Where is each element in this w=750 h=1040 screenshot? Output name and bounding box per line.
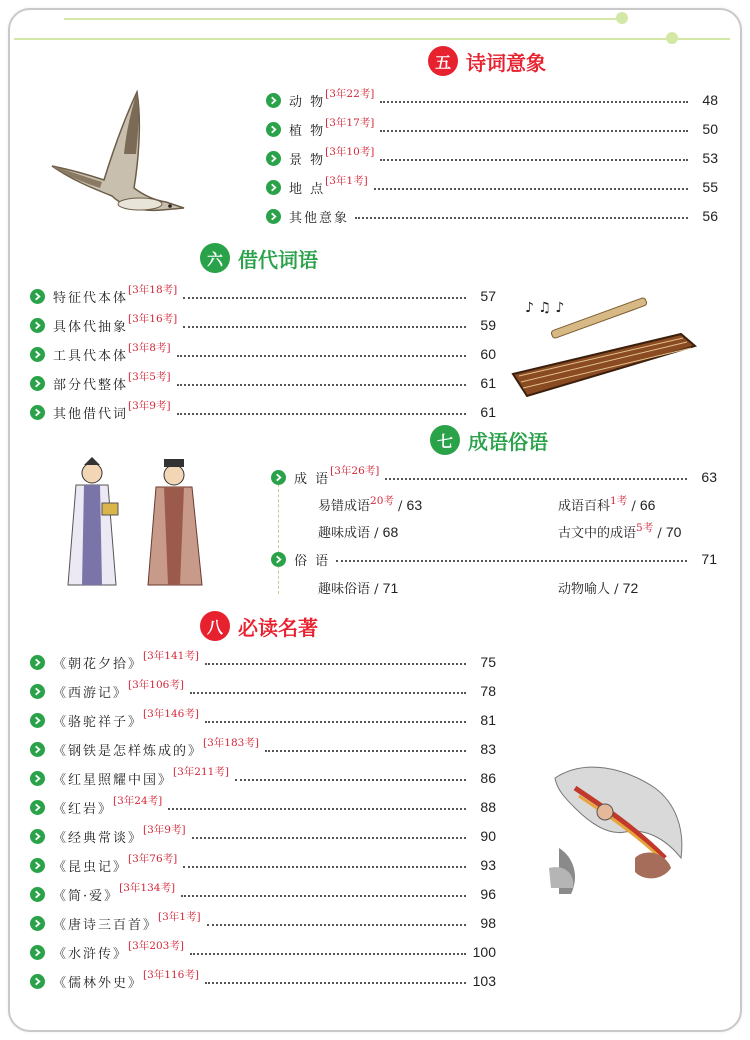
toc-entry-page: 83 [480, 741, 496, 757]
sub-item-guwen[interactable]: 古文中的成语$^{5考}$ / 70 [558, 522, 682, 541]
toc-entry-label: 《儒林外史》 [53, 975, 144, 991]
chevron-right-icon [30, 800, 45, 815]
toc-entry[interactable] [266, 176, 718, 198]
leader-dots [336, 560, 687, 562]
leader-dots [380, 159, 688, 161]
chevron-right-icon [266, 151, 281, 166]
chevron-right-icon [30, 684, 45, 699]
leader-dots [265, 750, 466, 752]
toc-entry-page: 98 [480, 915, 496, 931]
sub-item-quwei-suyu[interactable]: 趣味俗语 / 71 [318, 580, 399, 597]
toc-entry-tag: [3年203考] [128, 940, 184, 952]
toc-entry-tag: [3年76考] [128, 853, 178, 865]
chevron-right-icon [266, 180, 281, 195]
toc-entry-page: 90 [480, 828, 496, 844]
toc-entry[interactable] [30, 709, 496, 731]
toc-entry-tag: [3年211考] [173, 766, 229, 778]
toc-entry-page: 53 [702, 150, 718, 166]
sub-item-sup: 20考 [370, 495, 394, 507]
leader-dots [205, 663, 466, 665]
sub-item-baike[interactable]: 成语百科$^{1考}$ / 66 [558, 495, 656, 514]
chengyu-page: 63 [701, 469, 717, 485]
leader-dots [181, 895, 466, 897]
toc-entry-label: 其他意象 [289, 210, 350, 226]
top-deco-dot [616, 12, 628, 24]
toc-entry-page: 81 [480, 712, 496, 728]
toc-entry-label: 《朝花夕拾》 [53, 656, 144, 672]
toc-entry-tag: [3年8考] [128, 342, 171, 354]
toc-entry-label: 部分代整体 [53, 377, 129, 393]
sub-item-label: 古文中的成语 [558, 526, 637, 541]
chevron-right-icon [30, 347, 45, 362]
toc-entry-label: 植 物 [289, 123, 326, 139]
section-7-number: 七 [430, 425, 460, 455]
toc-entry[interactable] [266, 118, 718, 140]
toc-entry-page: 57 [480, 288, 496, 304]
toc-entry-tag: [3年106考] [128, 679, 184, 691]
toc-entry-page: 61 [480, 375, 496, 391]
section-8-number: 八 [200, 611, 230, 641]
sub-item-sup: 5考 [636, 522, 654, 534]
chevron-right-icon [30, 376, 45, 391]
chengyu-row[interactable] [271, 466, 717, 488]
chevron-right-icon [30, 945, 45, 960]
toc-entry-page: 93 [480, 857, 496, 873]
toc-entry[interactable] [30, 314, 496, 336]
sub-item-page: 70 [665, 524, 682, 540]
suyu-page: 71 [701, 551, 717, 567]
leader-dots [177, 384, 466, 386]
chevron-right-icon [30, 655, 45, 670]
sub-item-quwei-chengyu[interactable]: 趣味成语 / 68 [318, 524, 399, 541]
chevron-right-icon [30, 742, 45, 757]
sub-item-yicuo[interactable]: 易错成语$^{20考}$ / 63 [318, 495, 423, 514]
toc-entry-page: 59 [480, 317, 496, 333]
sub-item-label: 成语百科 [558, 499, 611, 514]
chevron-right-icon [30, 289, 45, 304]
section-5-heading: 诗词意象 [466, 50, 546, 75]
chengyu-tag: [3年26考] [330, 465, 380, 477]
toc-entry-label: 特征代本体 [53, 290, 129, 306]
toc-entry-label: 其他借代词 [53, 406, 129, 422]
toc-entry-page: 78 [480, 683, 496, 699]
leader-dots [380, 101, 688, 103]
toc-entry[interactable] [30, 343, 496, 365]
toc-entry-page: 55 [702, 179, 718, 195]
chevron-right-icon [271, 470, 286, 485]
toc-entry-tag: [3年5考] [128, 371, 171, 383]
toc-entry-page: 75 [480, 654, 496, 670]
toc-entry[interactable] [30, 970, 496, 992]
leader-dots [177, 355, 466, 357]
toc-entry-label: 《简·爱》 [53, 888, 120, 904]
goose-illustration [42, 84, 192, 224]
toc-entry-tag: [3年146考] [143, 708, 199, 720]
leader-dots [192, 837, 466, 839]
toc-entry-page: 60 [480, 346, 496, 362]
sub-item-label: 趣味成语 [318, 526, 371, 541]
chevron-right-icon [30, 916, 45, 931]
toc-entry-tag: [3年134考] [119, 882, 176, 894]
sub-item-sup: 1考 [610, 495, 628, 507]
toc-entry-page: 103 [472, 973, 496, 989]
section-5-number: 五 [428, 46, 458, 76]
leader-dots [183, 326, 466, 328]
toc-entry[interactable] [266, 89, 718, 111]
chevron-right-icon [30, 974, 45, 989]
toc-entry[interactable] [266, 205, 718, 227]
toc-entry-label: 《唐诗三百首》 [53, 917, 159, 933]
section-7-heading: 成语俗语 [468, 429, 548, 454]
toc-entry[interactable] [30, 372, 496, 394]
toc-entry-label: 《红岩》 [53, 801, 114, 817]
toc-entry[interactable] [30, 912, 496, 934]
section-7-guide-line [278, 484, 279, 594]
top-deco-line [64, 18, 624, 20]
toc-entry[interactable] [266, 147, 718, 169]
toc-entry-label: 地 点 [289, 181, 326, 197]
toc-entry-tag: [3年16考] [128, 313, 178, 325]
chevron-right-icon [30, 887, 45, 902]
toc-entry-tag: [3年1考] [325, 175, 368, 187]
toc-entry-page: 88 [480, 799, 496, 815]
chevron-right-icon [266, 209, 281, 224]
toc-entry[interactable] [30, 401, 496, 423]
toc-entry-tag: [3年10考] [325, 146, 375, 158]
chevron-right-icon [266, 122, 281, 137]
top-deco-line-2 [14, 38, 730, 40]
toc-entry-page: 96 [480, 886, 496, 902]
toc-entry[interactable] [30, 651, 496, 673]
toc-entry[interactable] [30, 941, 496, 963]
section-6-title [200, 243, 318, 273]
scholars-illustration [56, 455, 216, 595]
toc-entry-label: 《经典常谈》 [53, 830, 144, 846]
chevron-right-icon [30, 829, 45, 844]
section-8-title [200, 611, 318, 641]
suyu-row[interactable] [271, 548, 717, 570]
leader-dots [190, 692, 466, 694]
toc-entry-tag: [3年9考] [128, 400, 171, 412]
leader-dots [385, 478, 687, 480]
toc-entry-label: 具体代抽象 [53, 319, 129, 335]
toc-entry-tag: [3年9考] [143, 824, 186, 836]
section-5-title [428, 46, 546, 76]
sub-item-page: 63 [406, 497, 423, 513]
sub-item-dongwu[interactable]: 动物喻人 / 72 [558, 580, 639, 597]
chengyu-label: 成 语 [294, 471, 331, 487]
leader-dots [205, 721, 466, 723]
toc-entry-tag: [3年18考] [128, 284, 178, 296]
toc-entry[interactable] [30, 796, 496, 818]
svg-text:♪ ♫ ♪: ♪ ♫ ♪ [525, 300, 565, 316]
leader-dots [168, 808, 466, 810]
section-7-title [430, 425, 548, 455]
toc-entry-label: 《水浒传》 [53, 946, 129, 962]
toc-entry-label: 《红星照耀中国》 [53, 772, 174, 788]
section-6-heading: 借代词语 [238, 247, 318, 272]
toc-entry-page: 48 [702, 92, 718, 108]
toc-entry-page: 100 [472, 944, 496, 960]
chevron-right-icon [266, 93, 281, 108]
toc-entry-page: 56 [702, 208, 718, 224]
toc-entry-page: 86 [480, 770, 496, 786]
toc-entry-label: 《钢铁是怎样炼成的》 [53, 743, 204, 759]
sub-item-label: 动物喻人 [558, 582, 611, 597]
toc-entry-tag: [3年17考] [325, 117, 375, 129]
guqin-illustration [505, 284, 705, 410]
toc-entry-tag: [3年183考] [203, 737, 259, 749]
chevron-right-icon [30, 405, 45, 420]
toc-entry[interactable] [30, 285, 496, 307]
toc-entry-label: 工具代本体 [53, 348, 129, 364]
toc-entry-label: 景 物 [289, 152, 326, 168]
sub-item-label: 趣味俗语 [318, 582, 371, 597]
toc-entry[interactable] [30, 767, 496, 789]
sub-item-page: 72 [622, 580, 639, 596]
sub-item-page: 71 [382, 580, 399, 596]
toc-entry-page: 50 [702, 121, 718, 137]
suyu-label: 俗 语 [294, 553, 331, 569]
leader-dots [355, 217, 688, 219]
toc-entry[interactable] [30, 883, 496, 905]
top-deco-dot-2 [666, 32, 678, 44]
toc-entry-label: 动 物 [289, 94, 326, 110]
leader-dots [205, 982, 466, 984]
toc-entry[interactable] [30, 738, 496, 760]
sub-item-label: 易错成语 [318, 499, 371, 514]
leader-dots [177, 413, 466, 415]
toc-entry-page: 61 [480, 404, 496, 420]
chevron-right-icon [30, 858, 45, 873]
chevron-right-icon [30, 318, 45, 333]
monkey-king-illustration [545, 748, 695, 898]
sub-item-page: 66 [639, 497, 656, 513]
toc-entry-tag: [3年116考] [143, 969, 199, 981]
section-6-number: 六 [200, 243, 230, 273]
toc-entry-label: 《骆驼祥子》 [53, 714, 144, 730]
toc-entry-tag: [3年1考] [158, 911, 201, 923]
toc-entry-tag: [3年141考] [143, 650, 199, 662]
leader-dots [190, 953, 466, 955]
leader-dots [374, 188, 688, 190]
toc-entry-tag: [3年22考] [325, 88, 375, 100]
leader-dots [207, 924, 466, 926]
toc-entry-tag: [3年24考] [113, 795, 163, 807]
sub-item-page: 68 [382, 524, 399, 540]
chevron-right-icon [271, 552, 286, 567]
chevron-right-icon [30, 713, 45, 728]
leader-dots [380, 130, 688, 132]
toc-entry[interactable] [30, 680, 496, 702]
leader-dots [235, 779, 466, 781]
leader-dots [183, 297, 466, 299]
chevron-right-icon [30, 771, 45, 786]
toc-entry[interactable] [30, 854, 496, 876]
leader-dots [183, 866, 466, 868]
toc-entry-label: 《昆虫记》 [53, 859, 129, 875]
toc-entry-label: 《西游记》 [53, 685, 129, 701]
toc-entry[interactable] [30, 825, 496, 847]
section-8-heading: 必读名著 [238, 615, 318, 640]
